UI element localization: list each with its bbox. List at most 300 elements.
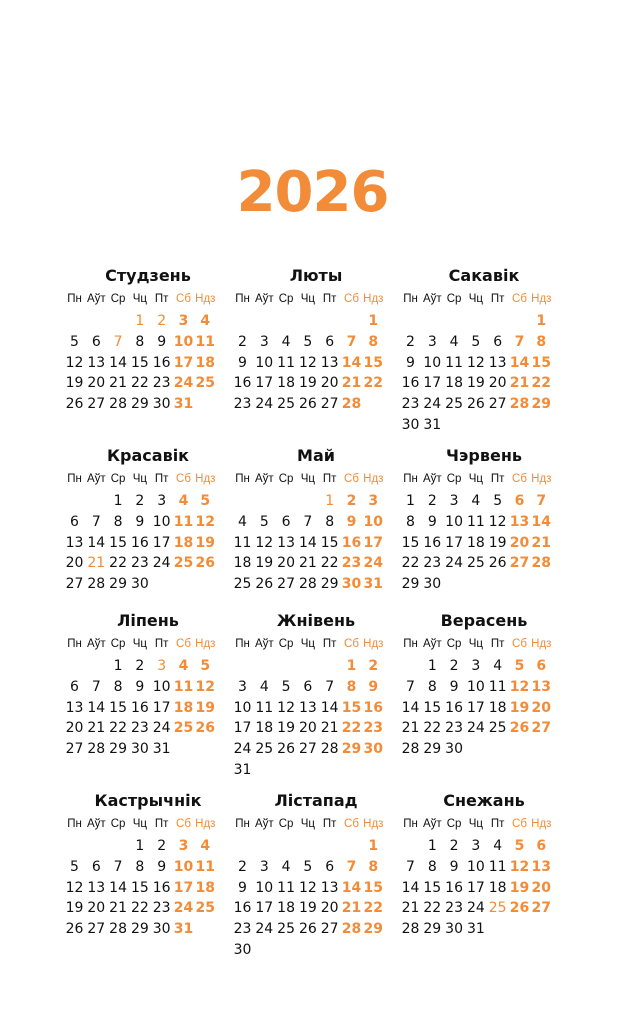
- day-cell: 16: [445, 879, 463, 896]
- day-cell: 20: [488, 375, 507, 392]
- weekday-label: Пн: [403, 818, 418, 830]
- weekday-label: Чц: [132, 293, 148, 305]
- day-cell: 19: [65, 900, 84, 917]
- weekday-label: Ндз: [195, 818, 216, 830]
- day-cell: 22: [341, 720, 362, 737]
- weekday-label: Ср: [278, 638, 294, 650]
- month-name: Ліпень: [117, 611, 179, 630]
- day-cell: 16: [233, 900, 252, 917]
- weekday-label: Ср: [446, 818, 462, 830]
- month-name: Красавік: [106, 446, 190, 465]
- day-cell: 26: [277, 741, 295, 758]
- day-cell: 15: [109, 534, 127, 551]
- day-cell: 24: [233, 741, 252, 758]
- day-cell: 22: [363, 375, 384, 392]
- day-cell: 12: [277, 699, 295, 716]
- day-cell: 12: [298, 879, 317, 896]
- day-cell: 11: [195, 858, 216, 875]
- day-cell: 29: [423, 921, 442, 938]
- day-cell: 30: [363, 741, 384, 758]
- day-cell: 13: [298, 699, 317, 716]
- day-cell: 24: [152, 720, 171, 737]
- weekday-label: Аўт: [86, 473, 106, 485]
- day-cell: 21: [401, 720, 420, 737]
- day-cell: 25: [195, 375, 216, 392]
- day-cell: 8: [427, 678, 437, 695]
- day-cell: 6: [91, 858, 101, 875]
- day-cell: 11: [173, 678, 194, 695]
- day-cell: 12: [65, 354, 84, 371]
- weekday-label: Пн: [403, 293, 418, 305]
- day-cell: 17: [233, 720, 252, 737]
- day-cell: 8: [368, 333, 379, 350]
- day-cell: 29: [109, 576, 127, 593]
- day-cell: 20: [531, 879, 552, 896]
- day-cell: 24: [466, 720, 485, 737]
- day-cell: 28: [320, 741, 339, 758]
- day-cell: 24: [173, 900, 194, 917]
- weekday-label: Аўт: [422, 818, 442, 830]
- weekday-label: Ср: [278, 818, 294, 830]
- month-name: Студзень: [105, 266, 191, 285]
- day-cell: 8: [346, 678, 357, 695]
- day-cell: 27: [320, 921, 339, 938]
- day-cell: 23: [233, 921, 252, 938]
- day-cell: 13: [87, 879, 106, 896]
- day-cell: 12: [466, 354, 485, 371]
- day-cell: 16: [130, 534, 149, 551]
- day-cell: 31: [152, 741, 171, 758]
- day-cell: 11: [277, 879, 295, 896]
- weekday-label: Пт: [154, 473, 169, 485]
- day-cell: 27: [277, 576, 295, 593]
- day-cell: 14: [341, 879, 362, 896]
- day-cell: 27: [531, 720, 552, 737]
- day-cell: 17: [152, 534, 171, 551]
- day-cell: 14: [87, 699, 106, 716]
- day-cell: 19: [298, 375, 317, 392]
- weekday-label: Ндз: [195, 293, 216, 305]
- weekday-label: Сб: [344, 473, 359, 485]
- day-cell: 9: [346, 513, 357, 530]
- weekday-label: Чц: [468, 818, 484, 830]
- day-cell: 22: [423, 720, 442, 737]
- month-block: [232, 791, 400, 981]
- day-cell: 19: [65, 375, 84, 392]
- day-cell: 28: [341, 921, 362, 938]
- day-cell: 23: [152, 375, 171, 392]
- day-cell: 13: [509, 513, 530, 530]
- day-cell: 16: [363, 699, 384, 716]
- day-cell: 25: [488, 900, 507, 917]
- day-cell: 3: [427, 333, 437, 350]
- day-cell: 27: [509, 555, 530, 572]
- day-cell: 13: [320, 879, 339, 896]
- day-cell: 11: [173, 513, 194, 530]
- day-cell: 5: [303, 858, 313, 875]
- day-cell: 25: [488, 720, 507, 737]
- day-cell: 5: [514, 838, 525, 854]
- day-cell: 25: [255, 741, 274, 758]
- day-cell: 26: [65, 396, 84, 413]
- day-cell: 23: [423, 555, 442, 572]
- weekday-label: Ср: [278, 293, 294, 305]
- weekday-label: Сб: [512, 473, 527, 485]
- day-cell: 12: [509, 678, 530, 695]
- day-cell: 8: [325, 513, 335, 530]
- day-cell: 1: [427, 838, 437, 854]
- day-cell: 6: [70, 513, 79, 530]
- weekday-label: Пн: [67, 293, 82, 305]
- day-cell: 5: [200, 658, 211, 674]
- weekday-label: Ндз: [531, 818, 552, 830]
- weekday-label: Аўт: [86, 638, 106, 650]
- day-cell: 2: [368, 658, 379, 674]
- day-cell: 3: [157, 493, 167, 509]
- day-cell: 3: [157, 658, 167, 674]
- month-name: Жнівень: [276, 611, 356, 630]
- day-cell: 13: [531, 678, 552, 695]
- day-cell: 26: [509, 900, 530, 917]
- day-cell: 17: [173, 354, 194, 371]
- day-cell: 7: [91, 678, 101, 695]
- day-cell: 9: [406, 354, 415, 371]
- weekday-label: Пт: [154, 293, 169, 305]
- day-cell: 11: [488, 858, 507, 875]
- day-cell: 13: [87, 354, 106, 371]
- day-cell: 18: [277, 375, 295, 392]
- day-cell: 1: [368, 313, 379, 329]
- month-block: [232, 266, 400, 456]
- day-cell: 28: [109, 396, 127, 413]
- day-cell: 17: [255, 375, 274, 392]
- day-cell: 22: [130, 375, 149, 392]
- weekday-label: Ср: [110, 818, 126, 830]
- day-cell: 15: [531, 354, 552, 371]
- weekday-label: Ндз: [531, 638, 552, 650]
- weekday-label: Ср: [446, 638, 462, 650]
- day-cell: 18: [195, 354, 216, 371]
- day-cell: 22: [363, 900, 384, 917]
- weekday-label: Ндз: [531, 293, 552, 305]
- day-cell: 18: [255, 720, 274, 737]
- day-cell: 17: [152, 699, 171, 716]
- day-cell: 20: [298, 720, 317, 737]
- day-cell: 19: [255, 555, 274, 572]
- day-cell: 26: [195, 555, 216, 572]
- day-cell: 16: [233, 375, 252, 392]
- day-cell: 29: [130, 921, 149, 938]
- day-cell: 1: [325, 493, 335, 509]
- day-cell: 30: [152, 396, 171, 413]
- day-cell: 2: [449, 658, 459, 674]
- day-cell: 22: [401, 555, 420, 572]
- month-name: Чэрвень: [445, 446, 522, 465]
- day-cell: 12: [195, 678, 216, 695]
- day-cell: 21: [320, 720, 339, 737]
- day-cell: 9: [449, 858, 459, 875]
- day-cell: 29: [401, 576, 420, 593]
- day-cell: 29: [341, 741, 362, 758]
- weekday-label: Пн: [403, 638, 418, 650]
- day-cell: 17: [423, 375, 442, 392]
- day-cell: 4: [200, 313, 211, 329]
- day-cell: 28: [298, 576, 317, 593]
- day-cell: 1: [113, 658, 123, 674]
- weekday-label: Ндз: [363, 293, 384, 305]
- day-cell: 22: [109, 720, 127, 737]
- day-cell: 17: [466, 699, 485, 716]
- day-cell: 20: [87, 375, 106, 392]
- day-cell: 2: [238, 858, 247, 875]
- day-cell: 21: [509, 375, 530, 392]
- day-cell: 20: [320, 375, 339, 392]
- weekday-label: Аўт: [254, 818, 274, 830]
- weekday-label: Чц: [132, 638, 148, 650]
- day-cell: 11: [233, 534, 252, 551]
- day-cell: 8: [113, 678, 123, 695]
- day-cell: 19: [466, 375, 485, 392]
- day-cell: 1: [427, 658, 437, 674]
- day-cell: 6: [536, 838, 547, 854]
- day-cell: 16: [401, 375, 420, 392]
- day-cell: 23: [363, 720, 384, 737]
- weekday-label: Пт: [322, 818, 337, 830]
- weekday-label: Сб: [176, 473, 191, 485]
- day-cell: 21: [531, 534, 552, 551]
- day-cell: 5: [70, 858, 79, 875]
- day-cell: 1: [135, 838, 145, 854]
- day-cell: 14: [401, 699, 420, 716]
- day-cell: 24: [363, 555, 384, 572]
- day-cell: 27: [298, 741, 317, 758]
- weekday-label: Ндз: [195, 638, 216, 650]
- day-cell: 14: [109, 354, 127, 371]
- weekday-label: Пт: [490, 473, 505, 485]
- day-cell: 8: [406, 513, 415, 530]
- day-cell: 26: [255, 576, 274, 593]
- day-cell: 10: [173, 333, 194, 350]
- day-cell: 6: [325, 858, 335, 875]
- day-cell: 27: [320, 396, 339, 413]
- day-cell: 18: [233, 555, 252, 572]
- day-cell: 4: [493, 838, 503, 854]
- weekday-label: Пт: [322, 473, 337, 485]
- day-cell: 9: [427, 513, 437, 530]
- day-cell: 15: [423, 699, 442, 716]
- day-cell: 21: [87, 555, 106, 572]
- month-block: [64, 266, 232, 456]
- month-block: [400, 611, 568, 801]
- weekday-label: Ср: [110, 473, 126, 485]
- day-cell: 23: [445, 900, 463, 917]
- day-cell: 10: [255, 879, 274, 896]
- month-block: [64, 611, 232, 801]
- day-cell: 20: [320, 900, 339, 917]
- day-cell: 9: [449, 678, 459, 695]
- day-cell: 21: [87, 720, 106, 737]
- day-cell: 4: [281, 858, 291, 875]
- day-cell: 2: [157, 313, 167, 329]
- day-cell: 3: [178, 838, 189, 854]
- day-cell: 12: [488, 513, 507, 530]
- month-block: [400, 266, 568, 456]
- day-cell: 25: [466, 555, 485, 572]
- weekday-label: Чц: [468, 293, 484, 305]
- day-cell: 24: [423, 396, 442, 413]
- day-cell: 29: [423, 741, 442, 758]
- month-block: [400, 446, 568, 636]
- day-cell: 3: [259, 858, 269, 875]
- day-cell: 7: [113, 333, 123, 350]
- day-cell: 11: [466, 513, 485, 530]
- day-cell: 10: [466, 678, 485, 695]
- month-name: Снежань: [443, 791, 525, 810]
- day-cell: 23: [130, 720, 149, 737]
- day-cell: 9: [238, 354, 247, 371]
- month-name: Верасень: [440, 611, 528, 630]
- day-cell: 16: [152, 354, 171, 371]
- month-name: Лістапад: [274, 791, 358, 810]
- month-block: [400, 791, 568, 981]
- day-cell: 25: [445, 396, 463, 413]
- day-cell: 18: [173, 699, 194, 716]
- day-cell: 2: [157, 838, 167, 854]
- day-cell: 16: [152, 879, 171, 896]
- day-cell: 21: [341, 375, 362, 392]
- day-cell: 17: [255, 900, 274, 917]
- day-cell: 19: [298, 900, 317, 917]
- day-cell: 25: [173, 720, 194, 737]
- weekday-label: Аўт: [422, 293, 442, 305]
- day-cell: 28: [109, 921, 127, 938]
- day-cell: 3: [238, 678, 247, 695]
- day-cell: 14: [109, 879, 127, 896]
- day-cell: 8: [427, 858, 437, 875]
- day-cell: 13: [531, 858, 552, 875]
- day-cell: 12: [509, 858, 530, 875]
- day-cell: 23: [152, 900, 171, 917]
- day-cell: 14: [341, 354, 362, 371]
- day-cell: 14: [401, 879, 420, 896]
- day-cell: 26: [488, 555, 507, 572]
- day-cell: 18: [277, 900, 295, 917]
- weekday-label: Аўт: [254, 473, 274, 485]
- weekday-label: Пн: [235, 638, 250, 650]
- day-cell: 30: [445, 921, 463, 938]
- weekday-label: Ср: [446, 293, 462, 305]
- day-cell: 2: [135, 658, 145, 674]
- day-cell: 22: [531, 375, 552, 392]
- day-cell: 14: [320, 699, 339, 716]
- weekday-label: Пн: [67, 818, 82, 830]
- day-cell: 15: [130, 879, 149, 896]
- day-cell: 1: [113, 493, 123, 509]
- day-cell: 4: [238, 513, 247, 530]
- day-cell: 6: [536, 658, 547, 674]
- day-cell: 23: [445, 720, 463, 737]
- day-cell: 21: [298, 555, 317, 572]
- day-cell: 10: [445, 513, 463, 530]
- day-cell: 30: [341, 576, 362, 593]
- day-cell: 25: [277, 921, 295, 938]
- day-cell: 7: [346, 858, 357, 875]
- weekday-label: Чц: [468, 638, 484, 650]
- day-cell: 1: [346, 658, 357, 674]
- day-cell: 15: [423, 879, 442, 896]
- month-name: Люты: [289, 266, 343, 285]
- day-cell: 21: [109, 375, 127, 392]
- day-cell: 11: [488, 678, 507, 695]
- weekday-label: Пн: [403, 473, 418, 485]
- weekday-label: Ср: [446, 473, 462, 485]
- day-cell: 11: [277, 354, 295, 371]
- day-cell: 11: [445, 354, 463, 371]
- day-cell: 27: [65, 576, 84, 593]
- day-cell: 7: [406, 858, 415, 875]
- day-cell: 23: [341, 555, 362, 572]
- day-cell: 10: [152, 513, 171, 530]
- month-block: [64, 446, 232, 636]
- day-cell: 8: [135, 333, 145, 350]
- day-cell: 18: [445, 375, 463, 392]
- day-cell: 10: [233, 699, 252, 716]
- day-cell: 4: [471, 493, 481, 509]
- day-cell: 18: [488, 699, 507, 716]
- day-cell: 4: [178, 658, 189, 674]
- weekday-label: Ндз: [363, 638, 384, 650]
- day-cell: 29: [363, 921, 384, 938]
- day-cell: 15: [320, 534, 339, 551]
- weekday-label: Аўт: [86, 293, 106, 305]
- day-cell: 13: [277, 534, 295, 551]
- day-cell: 19: [509, 699, 530, 716]
- day-cell: 8: [113, 513, 123, 530]
- day-cell: 9: [135, 513, 145, 530]
- day-cell: 6: [70, 678, 79, 695]
- day-cell: 25: [195, 900, 216, 917]
- month-name: Кастрычнік: [94, 791, 202, 810]
- day-cell: 14: [87, 534, 106, 551]
- day-cell: 4: [178, 493, 189, 509]
- day-cell: 17: [173, 879, 194, 896]
- day-cell: 30: [130, 576, 149, 593]
- day-cell: 22: [423, 900, 442, 917]
- day-cell: 1: [536, 313, 547, 329]
- day-cell: 31: [466, 921, 485, 938]
- day-cell: 8: [536, 333, 547, 350]
- day-cell: 10: [152, 678, 171, 695]
- day-cell: 22: [320, 555, 339, 572]
- day-cell: 27: [87, 396, 106, 413]
- weekday-label: Чц: [468, 473, 484, 485]
- day-cell: 4: [200, 838, 211, 854]
- day-cell: 14: [531, 513, 552, 530]
- day-cell: 29: [130, 396, 149, 413]
- day-cell: 8: [135, 858, 145, 875]
- day-cell: 24: [173, 375, 194, 392]
- day-cell: 4: [449, 333, 459, 350]
- day-cell: 12: [298, 354, 317, 371]
- day-cell: 3: [471, 838, 481, 854]
- day-cell: 13: [65, 699, 84, 716]
- day-cell: 1: [406, 493, 415, 509]
- day-cell: 27: [87, 921, 106, 938]
- weekday-label: Сб: [344, 638, 359, 650]
- month-name: Май: [297, 446, 335, 465]
- weekday-label: Пт: [490, 638, 505, 650]
- day-cell: 3: [178, 313, 189, 329]
